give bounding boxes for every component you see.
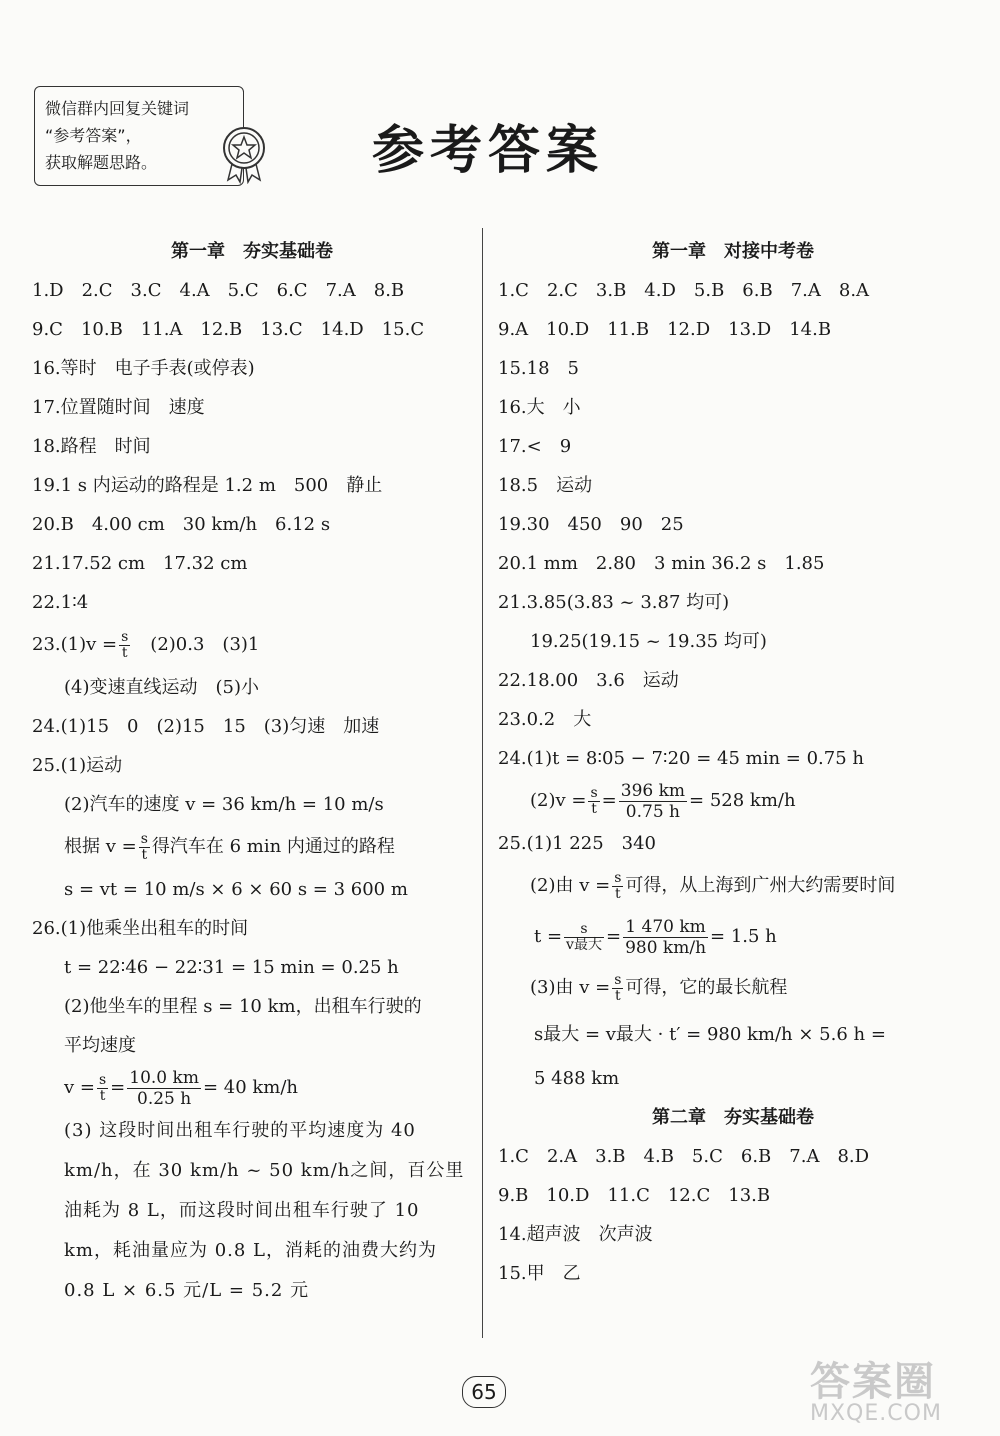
left-column [32, 232, 472, 1311]
answer-line: 19.25(19.15 ~ 19.35 均可) [530, 631, 767, 652]
fraction [588, 786, 599, 817]
answer-line: 1.C 2.A 3.B 4.B 5.C 6.B 7.A 8.D [498, 1146, 870, 1167]
answer-line: 22.1∶4 [32, 592, 89, 613]
text: = [110, 1077, 126, 1098]
answer-line: 18.5 运动 [498, 475, 593, 496]
answer-line: 14.超声波 次声波 [498, 1224, 653, 1245]
fraction [612, 871, 623, 902]
answer-line: (2)汽车的速度 v = 36 km/h = 10 m/s [64, 794, 384, 815]
section-title: 第二章 夯实基础卷 [652, 1107, 814, 1128]
right-column [498, 232, 968, 1293]
denominator: 0.75 h [625, 801, 681, 822]
answer-line: (4)变速直线运动 (5)小 [64, 677, 259, 698]
page-title: 参考答案 [372, 121, 605, 181]
denominator: t [614, 987, 621, 1004]
numerator: s [121, 628, 129, 645]
answer-line: 24.(1)15 0 (2)15 15 (3)匀速 加速 [32, 716, 380, 737]
answer-paragraph: (3) 这段时间出租车行驶的平均速度为 40 km/h，在 30 km/h ~ 50 km/h之间，百公里油耗为 8 L，而这段时间出租车行驶了 10 km，耗油量应为 0.8 L，消耗的油费大约为 0.8 L × 6.5 元/L = 5.2 元 [64, 1120, 465, 1301]
answer-line: 5 488 km [534, 1068, 620, 1089]
answer-line: 19.30 450 90 25 [498, 514, 684, 535]
answer-line: 9.C 10.B 11.A 12.B 13.C 14.D 15.C [32, 319, 425, 340]
answer-line: 平均速度 [64, 1035, 136, 1056]
answer-line: 16.等时 电子手表(或停表) [32, 358, 255, 379]
award-badge-icon [218, 124, 270, 184]
text: 23.(1)v = [32, 634, 118, 655]
answer-line: 25.(1)运动 [32, 755, 123, 776]
text: (2)0.3 (3)1 [132, 634, 260, 655]
watermark-logo [810, 1350, 990, 1430]
numerator: s [614, 971, 622, 988]
denominator: v最大 [566, 936, 602, 953]
numerator: 396 km [620, 780, 686, 801]
answer-line: 1.D 2.C 3.C 4.A 5.C 6.C 7.A 8.B [32, 280, 405, 301]
answer-line: 19.1 s 内运动的路程是 1.2 m 500 静止 [32, 475, 383, 496]
answer-line: 20.1 mm 2.80 3 min 36.2 s 1.85 [498, 553, 825, 574]
denominator: t [121, 644, 128, 661]
denominator: 980 km/h [625, 937, 707, 958]
denominator: 0.25 h [137, 1088, 192, 1109]
text: v = [64, 1077, 95, 1098]
denominator: t [99, 1087, 106, 1104]
watermark-url: MXQE.COM [810, 1401, 942, 1426]
answer-line: 9.A 10.D 11.B 12.D 13.D 14.B [498, 319, 832, 340]
answer-line [498, 965, 968, 1011]
text: (2)由 v = [530, 875, 611, 896]
text: t = [534, 926, 563, 947]
answer-line [32, 824, 472, 870]
text: 得汽车在 6 min 内通过的路程 [151, 836, 395, 857]
fraction [127, 1068, 201, 1109]
watermark-text: 答案圈 [810, 1359, 936, 1405]
denominator: t [591, 800, 597, 817]
text: (3)由 v = [530, 977, 611, 998]
fraction [619, 781, 687, 822]
answer-line [32, 622, 472, 668]
answer-line: 21.3.85(3.83 ~ 3.87 均可) [498, 592, 730, 613]
answer-line: 18.路程 时间 [32, 436, 151, 457]
answer-line: 17.< 9 [498, 436, 572, 457]
text: = 528 km/h [689, 790, 796, 811]
numerator: s [564, 922, 604, 938]
text: (2)v = [530, 790, 587, 811]
text: = [601, 790, 617, 811]
answer-line: 15.18 5 [498, 358, 579, 379]
answer-line [498, 909, 968, 965]
denominator: t [141, 846, 148, 863]
numerator: 1 470 km [623, 917, 708, 938]
answer-line: t = 22∶46 − 22∶31 = 15 min = 0.25 h [64, 957, 399, 978]
text: = [605, 926, 622, 947]
answer-line: 9.B 10.D 11.C 12.C 13.B [498, 1185, 771, 1206]
answer-line: 17.位置随时间 速度 [32, 397, 205, 418]
notice-line-2: “参考答案”， [45, 126, 142, 145]
answer-line [498, 778, 968, 824]
answer-line [498, 863, 968, 909]
notice-line-1: 微信群内回复关键词 [45, 99, 190, 118]
denominator: t [614, 885, 621, 902]
answer-line [32, 1065, 472, 1111]
answer-line: 24.(1)t = 8∶05 − 7∶20 = 45 min = 0.75 h [498, 748, 864, 769]
text: 可得，它的最长航程 [625, 977, 788, 998]
numerator: 10.0 km [129, 1067, 199, 1088]
numerator: s [98, 1071, 107, 1088]
fraction [119, 630, 130, 661]
section-title: 第一章 对接中考卷 [652, 241, 814, 262]
answer-line: 1.C 2.C 3.B 4.D 5.B 6.B 7.A 8.A [498, 280, 870, 301]
answer-line: 26.(1)他乘坐出租车的时间 [32, 918, 249, 939]
answer-line: 20.B 4.00 cm 30 km/h 6.12 s [32, 514, 331, 535]
text: 可得，从上海到广州大约需要时间 [625, 875, 896, 896]
notice-box [34, 86, 244, 186]
notice-line-3: 获取解题思路。 [45, 153, 158, 172]
text: 根据 v = [64, 836, 137, 857]
text: = 40 km/h [202, 1077, 299, 1098]
answer-line: 22.18.00 3.6 运动 [498, 670, 679, 691]
page-number: 65 [462, 1376, 506, 1408]
answer-line: s最大 = v最大 · t′ = 980 km/h × 5.6 h = [534, 1024, 886, 1045]
numerator: s [590, 784, 598, 801]
answer-line: s = vt = 10 m/s × 6 × 60 s = 3 600 m [64, 879, 408, 900]
answer-line: 15.甲 乙 [498, 1263, 581, 1284]
answer-line: 21.17.52 cm 17.32 cm [32, 553, 248, 574]
fraction [97, 1073, 108, 1104]
section-title: 第一章 夯实基础卷 [171, 241, 333, 262]
fraction [564, 922, 604, 953]
fraction [612, 973, 623, 1004]
answer-line: 23.0.2 大 [498, 709, 592, 730]
column-divider [482, 228, 483, 1338]
numerator: s [140, 830, 148, 847]
fraction [623, 917, 708, 958]
answer-line: 25.(1)1 225 340 [498, 833, 657, 854]
fraction [139, 832, 150, 863]
numerator: s [614, 869, 622, 886]
answer-line: (2)他坐车的里程 s = 10 km，出租车行驶的 [64, 996, 422, 1017]
answer-line: 16.大 小 [498, 397, 581, 418]
text: = 1.5 h [710, 926, 777, 947]
